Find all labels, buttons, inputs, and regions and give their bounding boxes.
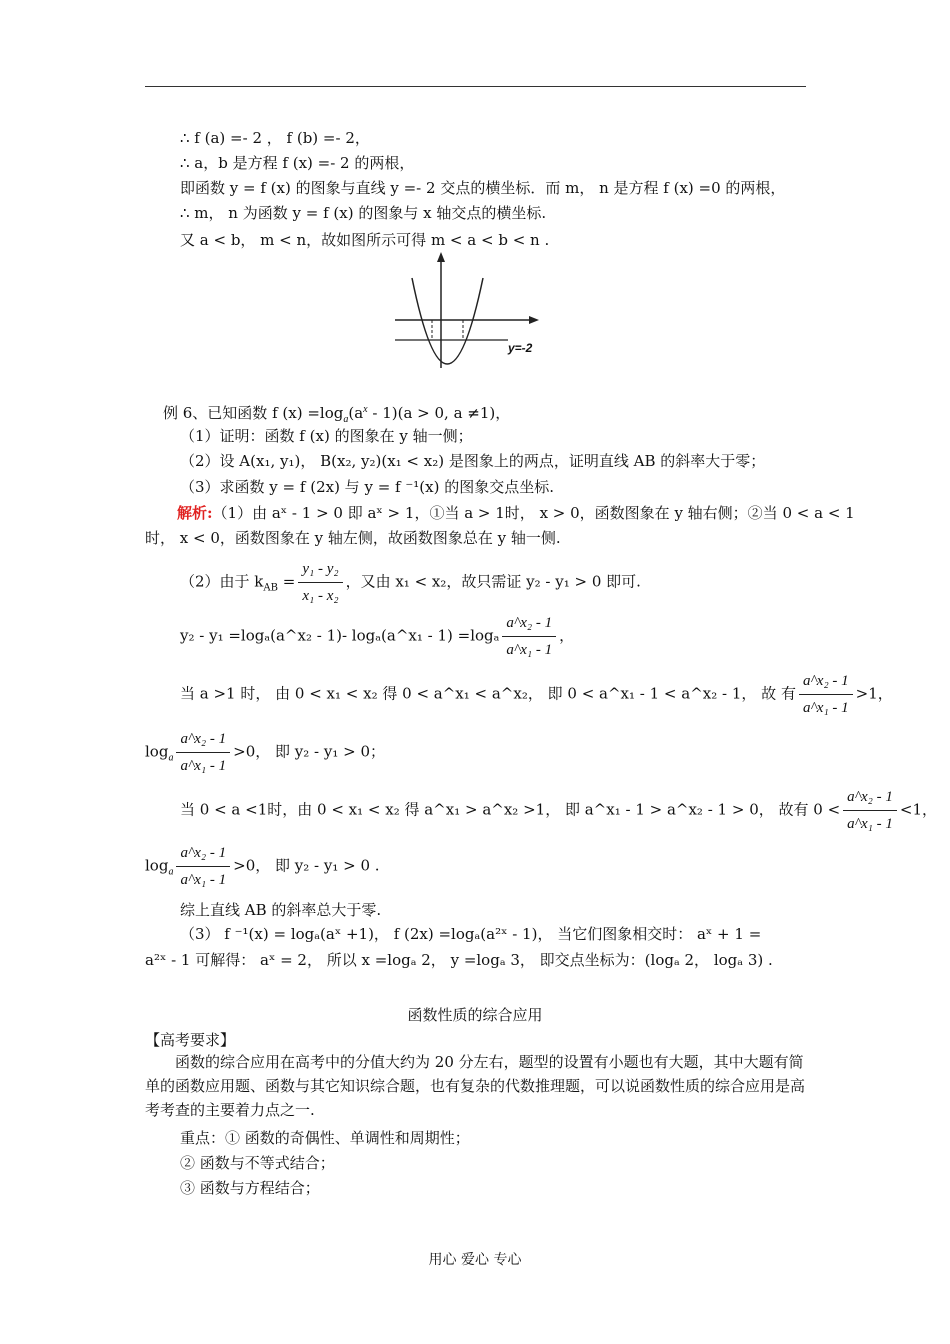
solution-text: ，又由 x₁ < x₂，故只需证 y₂ - y₁ > 0 即可. [345, 572, 641, 591]
key-point-1: 重点：① 函数的奇偶性、单调性和周期性； [180, 1129, 470, 1147]
key-point-2: ② 函数与不等式结合； [180, 1154, 335, 1172]
solution-line-1b: 时， x < 0，函数图象在 y 轴左侧，故函数图象总在 y 轴一侧. [145, 529, 561, 547]
solution-line-10: a²ˣ - 1 可解得： aˣ = 2， 所以 x =logₐ 2， y =logₐ 3， 即交点坐标为：(logₐ 2， logₐ 3) . [145, 951, 773, 969]
example-title-tail2: - 1)(a > 0, a ≠1)， [367, 404, 511, 422]
equals-sign: = [277, 572, 296, 591]
solution-line-4 [180, 670, 893, 719]
solution-text: y₂ - y₁ =logₐ(a^x₂ - 1)- logₐ(a^x₁ - 1) =logₐ [180, 626, 500, 645]
parabola [412, 278, 483, 364]
ratio-fraction [843, 786, 897, 835]
subscript-a: a [343, 414, 349, 425]
key-point-3: ③ 函数与方程结合； [180, 1179, 320, 1197]
section-title: 函数性质的综合应用 [407, 1006, 543, 1024]
x-axis-arrow [529, 316, 539, 324]
y-axis-arrow [437, 252, 445, 262]
example-title-text: 例 6、已知函数 f (x) =log [163, 404, 344, 422]
ratio-fraction [799, 670, 853, 719]
slope-fraction [298, 558, 342, 607]
solution-text: >0， 即 y₂ - y₁ > 0 . [233, 856, 380, 875]
solution-line-2 [180, 558, 641, 612]
solution-text: log [145, 856, 169, 875]
question-2: （2）设 A(x₁, y₁)， B(x₂, y₂)(x₁ < x₂) 是图象上的两点，证明直线 AB 的斜率大于零； [180, 452, 766, 470]
question-3: （3）求函数 y = f (2x) 与 y = f ⁻¹(x) 的图象交点坐标. [180, 478, 554, 496]
fraction-denominator: x₁ - x₂ [302, 588, 339, 604]
page-footer: 用心 爱心 专心 [428, 1252, 522, 1268]
section-heading: 【高考要求】 [145, 1031, 236, 1049]
example-title-tail: (a [348, 404, 364, 422]
subscript-a: a [168, 752, 174, 764]
solution-line-9: （3） f ⁻¹(x) = logₐ(aˣ +1)， f (2x) =logₐ(a²ˣ - 1)， 当它们图象相交时： aˣ + 1 = [180, 925, 762, 943]
question-1: （1）证明：函数 f (x) 的图象在 y 轴一侧； [180, 427, 473, 445]
solution-line-1 [177, 503, 855, 523]
superscript-x: x [363, 404, 368, 415]
fraction-numerator: a^x₂ - 1 [799, 670, 853, 695]
header-rule [145, 86, 806, 87]
text-line: 即函数 y = f (x) 的图象与直线 y =- 2 交点的横坐标．而 m， n 是方程 f (x) =0 的两根， [180, 179, 786, 197]
text-line: ∴ f (a) =- 2 ， f (b) =- 2， [180, 129, 370, 147]
fraction-denominator: a^x₁ - 1 [802, 700, 849, 716]
solution-text: >0， 即 y₂ - y₁ > 0； [233, 742, 386, 761]
solution-line-3 [180, 612, 574, 661]
fraction-numerator: a^x₂ - 1 [176, 842, 230, 867]
solution-line-8: 综上直线 AB 的斜率总大于零. [180, 901, 382, 919]
text-line: ∴ a，b 是方程 f (x) =- 2 的两根， [180, 154, 415, 172]
solution-label: 解析: [177, 504, 213, 522]
comma: ， [559, 626, 575, 645]
subscript-ab: AB [263, 582, 278, 594]
solution-line-5 [145, 728, 385, 782]
fraction-numerator: a^x₂ - 1 [176, 728, 230, 753]
log-fraction [502, 612, 556, 661]
solution-line-7 [145, 842, 380, 896]
fraction-denominator: a^x₁ - 1 [180, 758, 227, 774]
solution-text: <1， [899, 800, 937, 819]
solution-text: log [145, 742, 169, 761]
fraction-numerator: y₁ - y₂ [298, 558, 342, 583]
solution-text: 当 0 < a <1时，由 0 < x₁ < x₂ 得 a^x₁ > a^x₂ >1， 即 a^x₁ - 1 > a^x₂ - 1 > 0， 故有 0 < [180, 800, 841, 819]
parabola-graph [390, 250, 550, 375]
log-fraction [176, 728, 230, 777]
graph-label: y=-2 [508, 341, 533, 355]
fraction-denominator: a^x₁ - 1 [847, 816, 893, 832]
solution-text: （1）由 aˣ - 1 > 0 即 aˣ > 1，①当 a > 1时， x > 0，函数图象在 y 轴右侧；②当 0 < a < 1 [212, 504, 855, 522]
text-line: ∴ m， n 为函数 y = f (x) 的图象与 x 轴交点的横坐标. [180, 204, 547, 222]
solution-text: （2）由于 k [180, 572, 264, 591]
section-paragraph: 函数的综合应用在高考中的分值大约为 20 分左右，题型的设置有小题也有大题，其中大题有简单的函数应用题、函数与其它知识综合题，也有复杂的代数推理题，可以说函数性质的综合应用是高考考查的主要着力点之一. [145, 1053, 806, 1119]
solution-text: >1， [855, 684, 893, 703]
solution-line-6 [180, 786, 937, 835]
fraction-numerator: a^x₂ - 1 [843, 786, 897, 811]
log-fraction [176, 842, 230, 891]
subscript-a: a [168, 866, 174, 878]
fraction-numerator: a^x₂ - 1 [502, 612, 556, 637]
text-line: 又 a < b， m < n，故如图所示可得 m < a < b < n . [180, 231, 550, 249]
fraction-denominator: a^x₁ - 1 [180, 872, 227, 888]
fraction-denominator: a^x₁ - 1 [506, 642, 553, 658]
solution-text: 当 a >1 时， 由 0 < x₁ < x₂ 得 0 < a^x₁ < a^x₂， 即 0 < a^x₁ - 1 < a^x₂ - 1， 故 有 [180, 684, 796, 703]
